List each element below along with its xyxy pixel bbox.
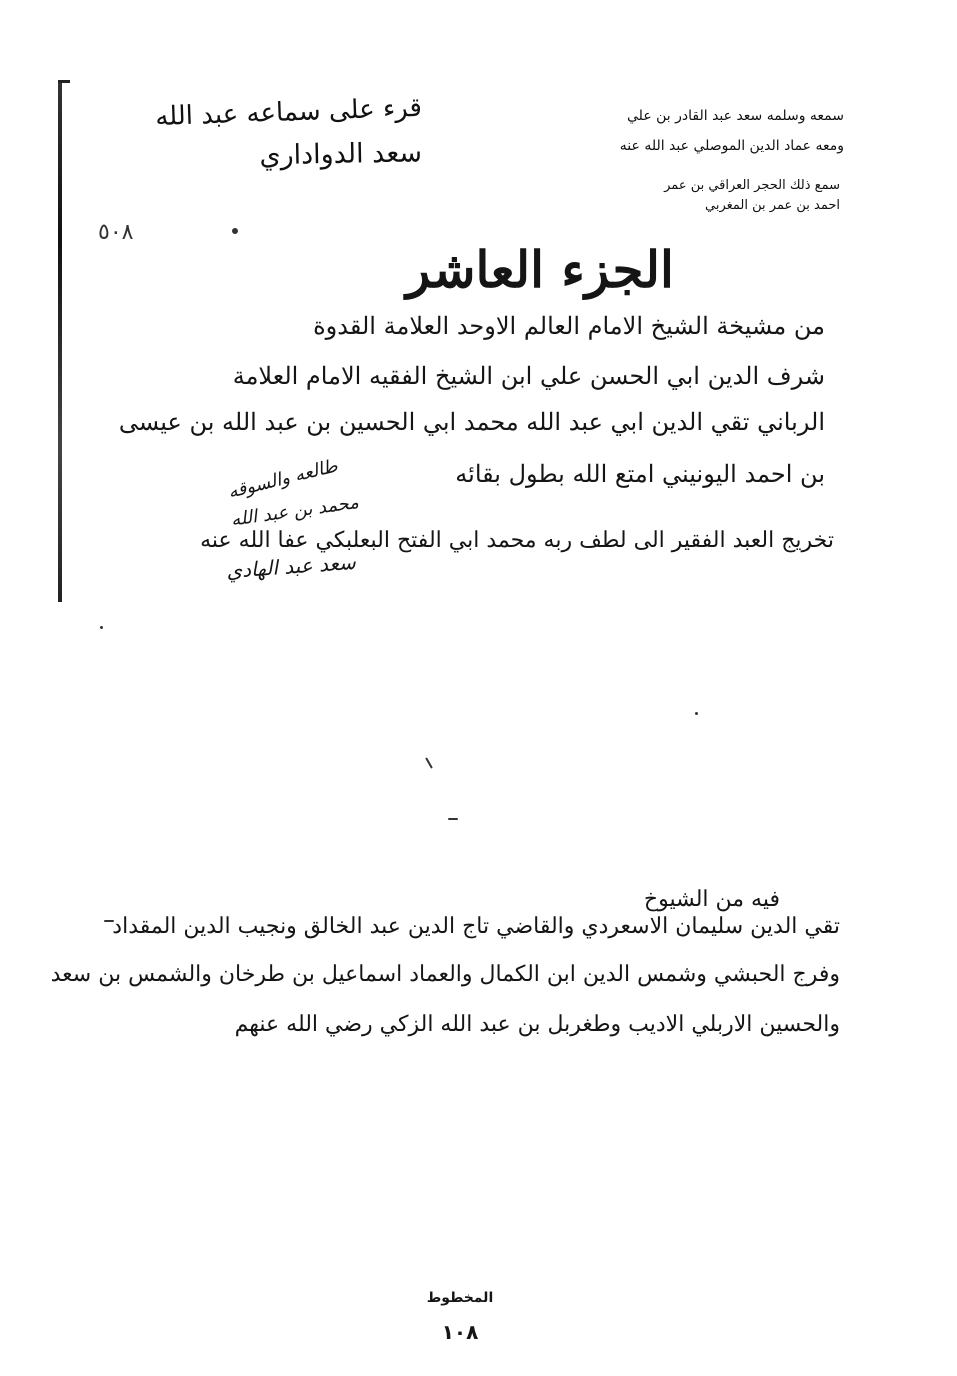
volume-title: الجزء العاشر [406,240,674,299]
ink-speck [100,626,103,629]
margin-note-top-left-2: سعد الدواداري [259,137,423,172]
title-line-4: بن احمد اليونيني امتع الله بطول بقائه [455,460,825,488]
ink-stroke [425,757,433,768]
margin-note-top-right-1: سمعه وسلمه سعد عبد القادر بن علي [627,108,844,124]
lower-line-3: وفرج الحبشي وشمس الدين ابن الكمال والعماد اسماعيل بن طرخان والشمس بن سعد [50,962,840,987]
lower-line-1: فيه من الشيوخ [643,887,780,912]
page-number: ١٠٨ [441,1320,479,1344]
margin-note-top-right-2: ومعه عماد الدين الموصلي عبد الله عنه [619,138,844,154]
ink-speck [232,228,238,234]
scan-edge-top [58,80,70,83]
margin-note-top-right-3: سمع ذلك الحجر العراقي بن عمر [664,178,840,193]
ink-speck [695,712,698,715]
side-note-1: طالعه والسوقه [225,455,340,503]
lower-line-4: والحسين الاربلي الاديب وطغربل بن عبد الله الزكي رضي الله عنهم [234,1012,840,1037]
lower-line-2: تقي الدين سليمان الاسعردي والقاضي تاج الدين عبد الخالق ونجيب الدين المقداد [112,914,840,939]
compiler-line: تخريج العبد الفقير الى لطف ربه محمد ابي الفتح البعلبكي عفا الله عنه [200,528,834,553]
margin-note-top-right-4: احمد بن عمر بن المغربي [705,198,840,213]
side-note-3: سعد عبد الهادي [225,549,357,583]
margin-note-top-left-1: قرء على سماعه عبد الله [154,92,423,133]
scan-edge [58,82,62,602]
side-note-2: محمد بن عبد الله [229,491,361,531]
ink-stroke [448,818,458,820]
folio-mark: ٥٠٨ [98,220,134,245]
title-line-1: من مشيخة الشيخ الامام العالم الاوحد العلامة القدوة [313,312,825,340]
caption-label: المخطوط [426,1290,494,1306]
title-line-3: الرباني تقي الدين ابي عبد الله محمد ابي الحسين بن عبد الله بن عيسى [118,408,825,436]
title-line-2: شرف الدين ابي الحسن علي ابن الشيخ الفقيه الامام العلامة [232,362,825,390]
